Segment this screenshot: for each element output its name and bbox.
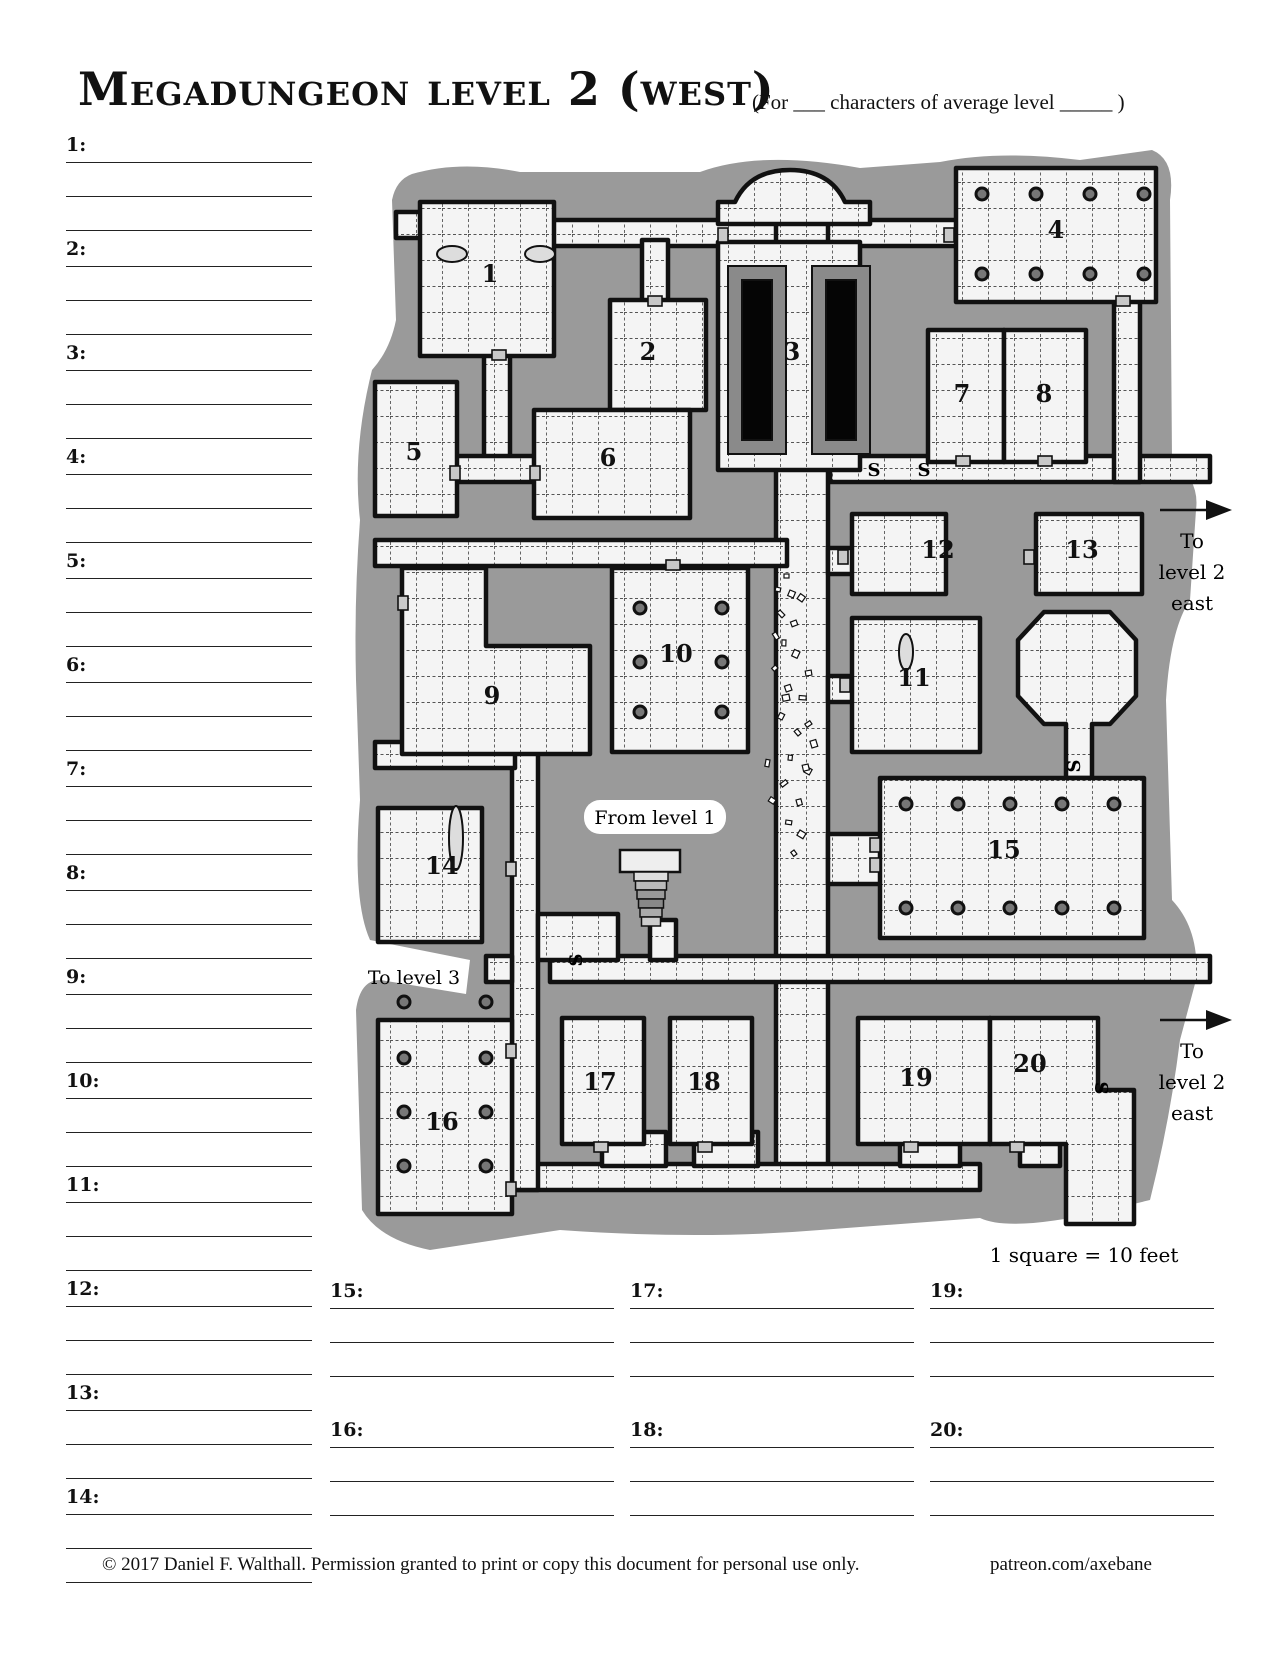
pillar: [1004, 902, 1016, 914]
door-icon: [718, 228, 728, 242]
pillar: [634, 656, 646, 668]
pillar: [1138, 188, 1150, 200]
from-level1-label: From level 1: [594, 807, 716, 829]
door-icon: [666, 560, 680, 570]
note-label: 1:: [66, 134, 87, 156]
west-corridor: [375, 540, 787, 566]
pillar: [716, 602, 728, 614]
room-number-17: 17: [583, 1067, 617, 1096]
door-icon: [840, 678, 850, 692]
scale-label: 1 square = 10 feet: [989, 1243, 1179, 1267]
corridor-1-down: [484, 352, 510, 462]
room-number-18: 18: [687, 1067, 721, 1096]
room-2: [610, 300, 706, 410]
note-label: 16:: [330, 1419, 364, 1441]
pillar: [634, 602, 646, 614]
to-east-label: To: [1180, 1039, 1204, 1063]
patreon-link[interactable]: patreon.com/axebane: [990, 1554, 1152, 1575]
note-label: 20:: [930, 1419, 964, 1441]
room-number-14: 14: [425, 851, 459, 880]
pillar: [398, 1052, 410, 1064]
note-label: 11:: [66, 1174, 100, 1196]
room-number-8: 8: [1035, 379, 1053, 408]
room-number-15: 15: [987, 835, 1021, 864]
door-icon: [698, 1142, 712, 1152]
pillar: [480, 1052, 492, 1064]
pillar: [634, 706, 646, 718]
to-level3-corridor: [486, 956, 512, 982]
note-label: 10:: [66, 1070, 100, 1092]
door-icon: [594, 1142, 608, 1152]
note-label: 19:: [930, 1280, 964, 1302]
copyright-text: © 2017 Daniel F. Walthall. Permission granted to print or copy this document for personal use only.: [102, 1554, 860, 1575]
room-number-19: 19: [899, 1063, 933, 1092]
note-label: 17:: [630, 1280, 664, 1302]
alcove: [525, 246, 555, 262]
door-icon: [1116, 296, 1130, 306]
door-icon: [450, 466, 460, 480]
note-label: 18:: [630, 1419, 664, 1441]
pillar: [1108, 798, 1120, 810]
to-east-label: east: [1170, 591, 1214, 615]
note-label: 14:: [66, 1486, 100, 1508]
door-icon: [1024, 550, 1034, 564]
pillar: [398, 1106, 410, 1118]
door-icon: [648, 296, 662, 306]
pillar: [398, 1160, 410, 1172]
pillar: [976, 188, 988, 200]
pillar: [1056, 798, 1068, 810]
door-icon: [530, 466, 540, 480]
note-label: 13:: [66, 1382, 100, 1404]
corridor-to-2: [642, 240, 668, 304]
secret-door-icon: S: [1092, 1081, 1113, 1095]
to-east-label: east: [1170, 1101, 1214, 1125]
door-icon: [398, 596, 408, 610]
corridor-5-6: [452, 456, 538, 482]
room-number-5: 5: [405, 437, 423, 466]
door-icon: [1010, 1142, 1024, 1152]
door-icon: [506, 1044, 516, 1058]
pillar: [976, 268, 988, 280]
note-label: 3:: [66, 342, 87, 364]
subtitle: (For ___ characters of average level _____ ): [752, 90, 1125, 114]
page-title: Megadungeon level 2 (west): [78, 62, 775, 116]
footer: [102, 1554, 1152, 1576]
room-number-13: 13: [1065, 535, 1099, 564]
pillar: [398, 996, 410, 1008]
door-icon: [1038, 456, 1052, 466]
room-number-9: 9: [483, 681, 501, 710]
room-number-10: 10: [659, 639, 693, 668]
to-east-label: To: [1180, 529, 1204, 553]
pillar: [480, 996, 492, 1008]
pillar: [480, 1160, 492, 1172]
room-number-7: 7: [953, 379, 971, 408]
room-number-12: 12: [921, 535, 955, 564]
pillar: [1108, 902, 1120, 914]
to-level3-label: To level 3: [367, 967, 461, 989]
to-east-label: level 2: [1158, 560, 1226, 584]
note-label: 7:: [66, 758, 87, 780]
room-number-2: 2: [639, 337, 657, 366]
west-vertical-corridor: [512, 740, 538, 1190]
pillar: [716, 706, 728, 718]
door-icon: [870, 838, 880, 852]
room-number-6: 6: [599, 443, 617, 472]
secret-door-icon: S: [867, 460, 881, 481]
door-icon: [870, 858, 880, 872]
note-label: 2:: [66, 238, 87, 260]
pillar: [1084, 188, 1096, 200]
door-icon: [956, 456, 970, 466]
door-icon: [492, 350, 506, 360]
room-number-4: 4: [1047, 215, 1065, 244]
door-icon: [944, 228, 954, 242]
room-number-3: 3: [783, 337, 801, 366]
room-number-1: 1: [481, 259, 499, 288]
door-icon: [838, 550, 848, 564]
small-room-s: [538, 914, 618, 960]
pillar: [480, 1106, 492, 1118]
pillar: [716, 656, 728, 668]
room-number-16: 16: [425, 1107, 459, 1136]
room-number-11: 11: [897, 663, 931, 692]
pillar: [1004, 798, 1016, 810]
pillar: [1030, 268, 1042, 280]
note-label: 12:: [66, 1278, 100, 1300]
secret-door-icon: S: [1064, 759, 1085, 773]
to-east-label: level 2: [1158, 1070, 1226, 1094]
pillar: [900, 798, 912, 810]
pit-1: [728, 266, 786, 454]
note-label: 8:: [66, 862, 87, 884]
note-label: 15:: [330, 1280, 364, 1302]
secret-door-icon: S: [917, 460, 931, 481]
pillar: [952, 902, 964, 914]
pillar: [1138, 268, 1150, 280]
pillar: [900, 902, 912, 914]
door-icon: [904, 1142, 918, 1152]
note-label: 9:: [66, 966, 87, 988]
note-label: 4:: [66, 446, 87, 468]
secret-door-icon: S: [566, 953, 587, 967]
room-number-20: 20: [1013, 1049, 1047, 1078]
pit-2: [812, 266, 870, 454]
alcove: [437, 246, 467, 262]
pillar: [1030, 188, 1042, 200]
pillar: [952, 798, 964, 810]
pillar: [1056, 902, 1068, 914]
door-icon: [506, 862, 516, 876]
pillar: [1084, 268, 1096, 280]
note-label: 6:: [66, 654, 87, 676]
note-label: 5:: [66, 550, 87, 572]
door-icon: [506, 1182, 516, 1196]
